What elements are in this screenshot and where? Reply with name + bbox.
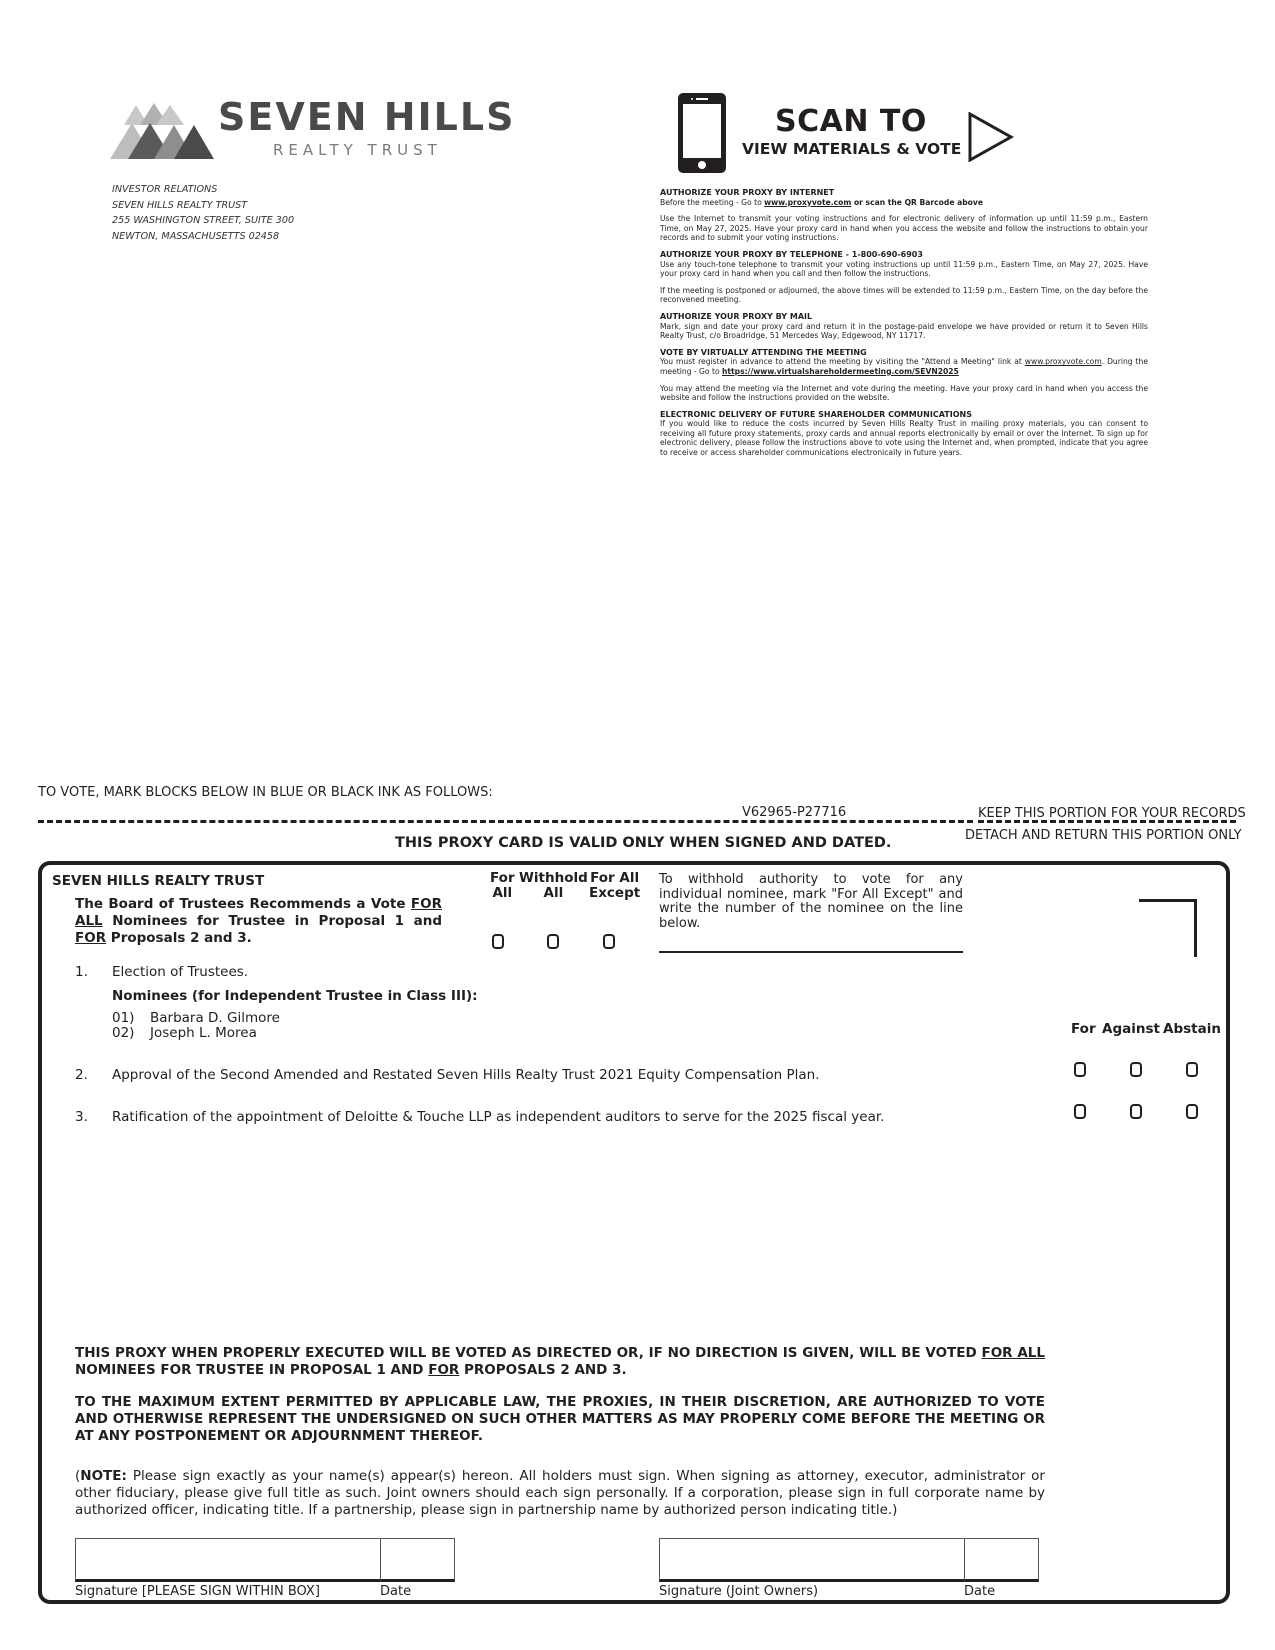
recommend-text: Nominees for Trustee in Proposal 1 and <box>102 913 442 929</box>
col-for: For <box>1071 1021 1096 1037</box>
virtual-body <box>660 357 1148 376</box>
nominee-name: Barbara D. Gilmore <box>150 1010 280 1026</box>
registration-corner-mark <box>1139 899 1197 957</box>
nominee-code: 01) <box>112 1010 135 1026</box>
joint-date-label: Date <box>964 1584 996 1599</box>
scan-subtitle: VIEW MATERIALS & VOTE <box>742 140 962 158</box>
virtual-meeting-link[interactable]: https://www.virtualshareholdermeeting.com/SEVN2025 <box>722 366 959 376</box>
executed-text: PROPOSALS 2 AND 3. <box>459 1362 627 1378</box>
address-line: SEVEN HILLS REALTY TRUST <box>112 199 248 211</box>
scan-title: SCAN TO <box>775 104 927 139</box>
discretion-notice: TO THE MAXIMUM EXTENT PERMITTED BY APPLICABLE LAW, THE PROXIES, IN THEIR DISCRETION, ARE AUTHORIZED TO VOTE AND OTHERWISE REPRESENT THE UNDERSIGNED ON SUCH OTHER MATTERS AS MAY PROPERLY COME BEFORE THE MEETING OR AT ANY POSTPONEMENT OR ADJOURNMENT THEREOF. <box>75 1394 1045 1444</box>
col-for-all <box>490 871 515 901</box>
recommend-text: The Board of Trustees Recommends a Vote <box>75 896 411 912</box>
col-label: Withhold <box>519 870 588 886</box>
virtual-body-prefix: You must register in advance to attend the meeting by visiting the "Attend a Meeting" link at <box>660 357 1025 367</box>
proposal-number: 1. <box>75 964 88 980</box>
electronic-heading: ELECTRONIC DELIVERY OF FUTURE SHAREHOLDER COMMUNICATIONS <box>660 409 972 419</box>
proposal-3-against-checkbox[interactable] <box>1130 1104 1142 1119</box>
col-withhold-all <box>519 871 588 901</box>
signature-label: Signature [PLEASE SIGN WITHIN BOX] <box>75 1584 320 1599</box>
note-paren: ( <box>75 1468 81 1484</box>
executed-text: NOMINEES FOR TRUSTEE IN PROPOSAL 1 AND <box>75 1362 429 1378</box>
checkbox-for-all[interactable] <box>492 934 504 949</box>
internet-heading: AUTHORIZE YOUR PROXY BY INTERNET <box>660 188 835 197</box>
proposal-2-abstain-checkbox[interactable] <box>1186 1062 1198 1077</box>
executed-for: FOR <box>428 1362 460 1378</box>
nominee-code: 02) <box>112 1025 135 1041</box>
note-label: NOTE: <box>80 1468 127 1484</box>
board-recommendation <box>75 896 442 947</box>
mark-instruction: TO VOTE, MARK BLOCKS BELOW IN BLUE OR BLACK INK AS FOLLOWS: <box>38 785 493 800</box>
mountains-logo-icon <box>110 101 214 159</box>
telephone-heading: AUTHORIZE YOUR PROXY BY TELEPHONE - 1-800-690-6903 <box>660 249 923 259</box>
valid-notice: THIS PROXY CARD IS VALID ONLY WHEN SIGNED AND DATED. <box>395 835 892 851</box>
nominee-name: Joseph L. Morea <box>150 1025 257 1041</box>
postponed-note: If the meeting is postponed or adjourned, the above times will be extended to 11:59 p.m., Eastern Time, on the day before the reconvened meeting. <box>660 285 1148 305</box>
signature-input[interactable] <box>75 1538 381 1582</box>
play-arrow-icon <box>968 112 1014 162</box>
logo-subtitle: REALTY TRUST <box>273 141 442 159</box>
joint-signature-input[interactable] <box>659 1538 965 1582</box>
telephone-body: Use any touch-tone telephone to transmit your voting instructions up until 11:59 p.m., Eastern Time, on May 27, 2025. Have your proxy card in hand when you call and then follow the instructions. <box>660 259 1148 279</box>
except-nominee-line[interactable] <box>659 951 963 953</box>
virtual-body-2: You may attend the meeting via the Internet and vote during the meeting. Have your proxy card in hand when you access the website and follow the instructions provided on the website. <box>660 383 1148 403</box>
date-input[interactable] <box>380 1538 455 1582</box>
proxyvote-link-2[interactable]: www.proxyvote.com <box>1024 357 1102 367</box>
keep-portion-label: KEEP THIS PORTION FOR YOUR RECORDS <box>978 806 1246 821</box>
proposal-1-text: Election of Trustees. <box>112 964 249 980</box>
electronic-section <box>660 410 1148 458</box>
proposal-3-for-checkbox[interactable] <box>1074 1104 1086 1119</box>
col-for-all-except <box>589 871 640 901</box>
col-label: For <box>490 870 515 886</box>
proposal-3-text: Ratification of the appointment of Deloitte & Touche LLP as independent auditors to serve for the 2025 fiscal year. <box>112 1109 885 1125</box>
recommend-for-all: FOR ALL <box>75 896 442 929</box>
proposal-3-abstain-checkbox[interactable] <box>1186 1104 1198 1119</box>
col-abstain: Abstain <box>1163 1021 1221 1037</box>
executed-notice <box>75 1345 1045 1379</box>
joint-date-input[interactable] <box>964 1538 1039 1582</box>
proposal-2-text: Approval of the Second Amended and Restated Seven Hills Realty Trust 2021 Equity Compensation Plan. <box>112 1067 820 1083</box>
proposal-2-for-checkbox[interactable] <box>1074 1062 1086 1077</box>
executed-text: THIS PROXY WHEN PROPERLY EXECUTED WILL BE VOTED AS DIRECTED OR, IF NO DIRECTION IS GIVEN, WILL BE VOTED <box>75 1345 982 1361</box>
address-line: 255 WASHINGTON STREET, SUITE 300 <box>112 215 295 227</box>
mail-body: Mark, sign and date your proxy card and return it in the postage-paid envelope we have provided or return it to Seven Hills Realty Trust, c/o Broadridge, 51 Mercedes Way, Edgewood, NY 11717. <box>660 321 1148 341</box>
address-line: NEWTON, MASSACHUSETTS 02458 <box>112 230 280 242</box>
proposal-2-against-checkbox[interactable] <box>1130 1062 1142 1077</box>
nominees-heading: Nominees (for Independent Trustee in Class III): <box>112 988 478 1004</box>
checkbox-withhold-all[interactable] <box>547 934 559 949</box>
proxyvote-link[interactable]: www.proxyvote.com <box>764 197 852 207</box>
company-logo <box>110 95 516 165</box>
internet-line-prefix: Before the meeting - Go to <box>660 197 765 207</box>
executed-for-all: FOR ALL <box>981 1345 1045 1361</box>
note-body: Please sign exactly as your name(s) appear(s) hereon. All holders must sign. When signing as attorney, executor, administrator or other fiduciary, please give full title as such. Joint owners should each sign personally. If a corporation, please sign in full corporate name by authorized officer, indicating title. If a partnership, please sign in partnership name by authorized person indicating title.) <box>75 1468 1045 1518</box>
recommend-for: FOR <box>75 930 107 946</box>
mail-heading: AUTHORIZE YOUR PROXY BY MAIL <box>660 311 813 321</box>
detach-line <box>38 820 973 823</box>
logo-title: SEVEN HILLS <box>218 95 516 139</box>
withhold-instruction: To withhold authority to vote for any individual nominee, mark "For All Except" and write the number of the nominee on the line below. <box>659 872 963 931</box>
smartphone-icon <box>678 93 726 173</box>
proposal-number: 3. <box>75 1109 88 1125</box>
virtual-heading: VOTE BY VIRTUALLY ATTENDING THE MEETING <box>660 347 867 357</box>
return-address <box>112 182 294 244</box>
col-label: All <box>543 885 564 901</box>
checkbox-for-all-except[interactable] <box>603 934 615 949</box>
col-label: All <box>492 885 513 901</box>
joint-signature-label: Signature (Joint Owners) <box>659 1584 819 1599</box>
control-number: V62965-P27716 <box>742 805 847 820</box>
virtual-body-mid: . During the meeting - Go to <box>660 357 1148 376</box>
mail-section <box>660 312 1148 341</box>
electronic-body: If you would like to reduce the costs incurred by Seven Hills Realty Trust in mailing proxy materials, you can consent to receiving all future proxy statements, proxy cards and annual reports electronically by email or over the Internet. To sign up for electronic delivery, please follow the instructions above to vote using the Internet and, when prompted, indicate that you agree to receive or access shareholder communications electronically in future years. <box>660 419 1148 458</box>
internet-section <box>660 188 1148 207</box>
telephone-section <box>660 250 1148 279</box>
recommend-text: Proposals 2 and 3. <box>106 930 252 946</box>
virtual-section <box>660 348 1148 377</box>
internet-line <box>660 198 1148 208</box>
col-label: Except <box>589 885 641 901</box>
voting-instructions <box>660 188 1148 465</box>
internet-line-suffix: or scan the QR Barcode above <box>851 197 984 207</box>
internet-body: Use the Internet to transmit your voting instructions and for electronic delivery of information up until 11:59 p.m., Eastern Time, on May 27, 2025. Have your proxy card in hand when you access the website and follow the instructions to obtain your records and to submit your voting instructions. <box>660 214 1148 243</box>
card-company-name: SEVEN HILLS REALTY TRUST <box>52 873 265 889</box>
signing-note <box>75 1468 1045 1519</box>
detach-portion-label: DETACH AND RETURN THIS PORTION ONLY <box>965 828 1242 843</box>
col-label: For All <box>590 870 640 886</box>
proposal-number: 2. <box>75 1067 88 1083</box>
col-against: Against <box>1102 1021 1160 1037</box>
date-label: Date <box>380 1584 412 1599</box>
address-line: INVESTOR RELATIONS <box>112 184 218 195</box>
